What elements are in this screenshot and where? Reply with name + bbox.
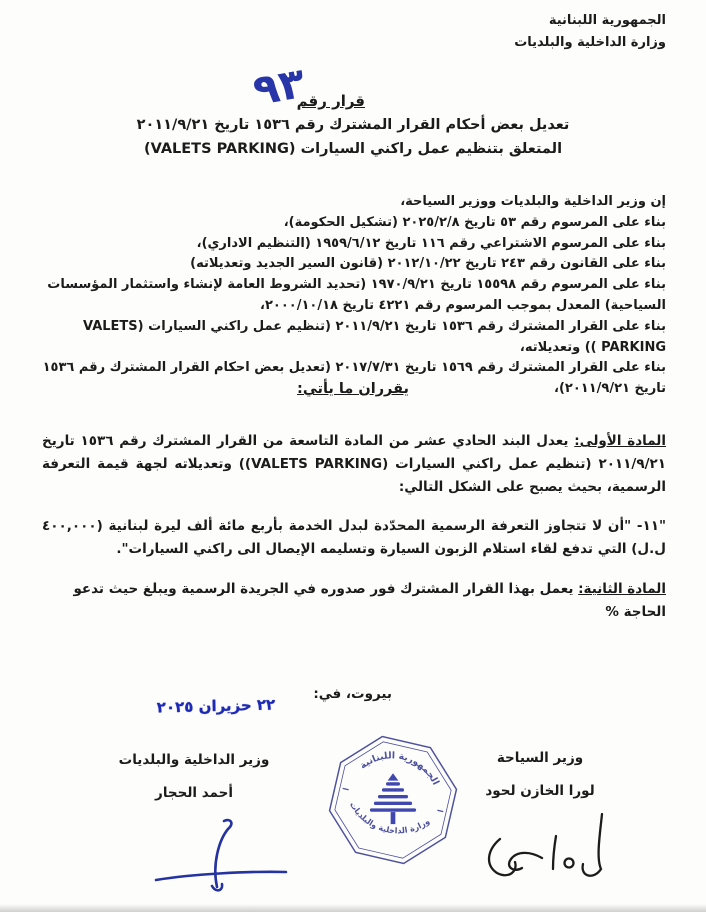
tariff-clause: "١١- "أن لا تتجاوز التعرفة الرسمية المحدّدة لبدل الخدمة بأربع مائة ألف ليرة لبنانية (٤٠٠,٠٠٠ ل.ل) التي تدفع لقاء استلام الزبون السيارة وتسليمه الإيصال الى راكني السيارات". [42,518,666,557]
letterhead [514,10,666,54]
signature-block-tourism [450,750,630,799]
preamble-clause: بناء على المرسوم رقم ١٥٥٩٨ تاريخ ١٩٧٠/٩/٢١ (تحديد الشروط العامة لإنشاء واستثمار المؤسسات السياحية) المعدل بموجب المرسوم رقم ٤٢٢١ تاريخ ٢٠٠٠/١٠/١٨، [47,277,666,313]
seal-top-text: الجمهورية اللبنانية [357,750,442,787]
article-two-text: يعمل بهذا القرار المشترك فور صدوره في الجريدة الرسمية ويبلغ حيث تدعو الحاجة % [73,581,666,620]
interior-minister-signature [150,816,295,896]
preamble-intro: إن وزير الداخلية والبلديات ووزير السياحة، [400,194,666,209]
tourism-minister-signature [450,806,630,901]
article-one-label: المادة الأولى: [574,433,666,449]
seal-bottom-text: وزارة الداخلية والبلديات [347,800,432,836]
preamble [36,192,666,400]
decision-number-label: قرار رقم [296,92,365,110]
letterhead-ministry: وزارة الداخلية والبلديات [514,35,666,50]
preamble-clause: بناء على القرار المشترك رقم ١٥٦٩ تاريخ ٢٠١٧/٧/٣١ (تعديل بعض احكام القرار المشترك رقم ١٥٣٦ تاريخ ٢٠١١/٩/٢١)، [42,360,666,397]
svg-text:الجمهورية اللبنانية [356,742,446,789]
letterhead-country: الجمهورية اللبنانية [548,13,666,28]
preamble-clause: بناء على المرسوم الاشتراعي رقم ١١٦ تاريخ ١٩٥٩/٦/١٢ (التنظيم الاداري)، [196,235,666,251]
interior-minister-title: وزير الداخلية والبلديات [118,752,270,768]
tourism-minister-name: لورا الخازن لحود [485,783,595,799]
article-two-label: المادة الثانية: [578,581,666,597]
svg-text:وزارة الداخلية والبلديات [343,799,432,844]
ministry-octagonal-seal [326,729,460,871]
preamble-clause: بناء على القرار المشترك رقم ١٥٣٦ تاريخ ٢٠١١/٩/٢١ (تنظيم عمل راكني السيارات (VALETS PARKING )) وتعديلاته، [83,318,666,355]
article-two [42,578,666,624]
decree-title-line2: المتعلق بتنظيم عمل راكني السيارات (VALETS PARKING) [143,141,563,157]
decree-title-line1: تعديل بعض أحكام القرار المشترك رقم ١٥٣٦ تاريخ ٢٠١١/٩/٢١ [136,117,570,133]
date-ink-stamp: ٢٢ حزيران ٢٠٢٥ [156,695,276,717]
interior-minister-name: أحمد الحجار [155,785,233,801]
handwritten-decision-number: ٩٣ [249,57,309,116]
article-one [42,430,666,499]
cedar-tree-icon [372,773,415,824]
decision-heading: يقرران ما يأتي: [297,381,409,397]
article-one-text: يعدل البند الحادي عشر من المادة التاسعة من القرار المشترك رقم ١٥٣٦ تاريخ ٢٠١١/٩/٢١ (تنظيم عمل راكني السيارات (VALETS PARKING)) وتعديلاته لجهة قيمة التعرفة الرسمية، بحيث يصبح على الشكل التالي: [42,433,666,495]
preamble-clause: بناء على المرسوم رقم ٥٣ تاريخ ٢٠٢٥/٢/٨ (تشكيل الحكومة)، [283,214,666,230]
place-date-label: بيروت، في: [313,686,392,702]
signature-block-interior [88,752,300,801]
tourism-minister-title: وزير السياحة [496,750,584,766]
preamble-clause: بناء على القانون رقم ٢٤٣ تاريخ ٢٠١٢/١٠/٢٢ (قانون السير الجديد وتعديلاته) [190,256,666,272]
